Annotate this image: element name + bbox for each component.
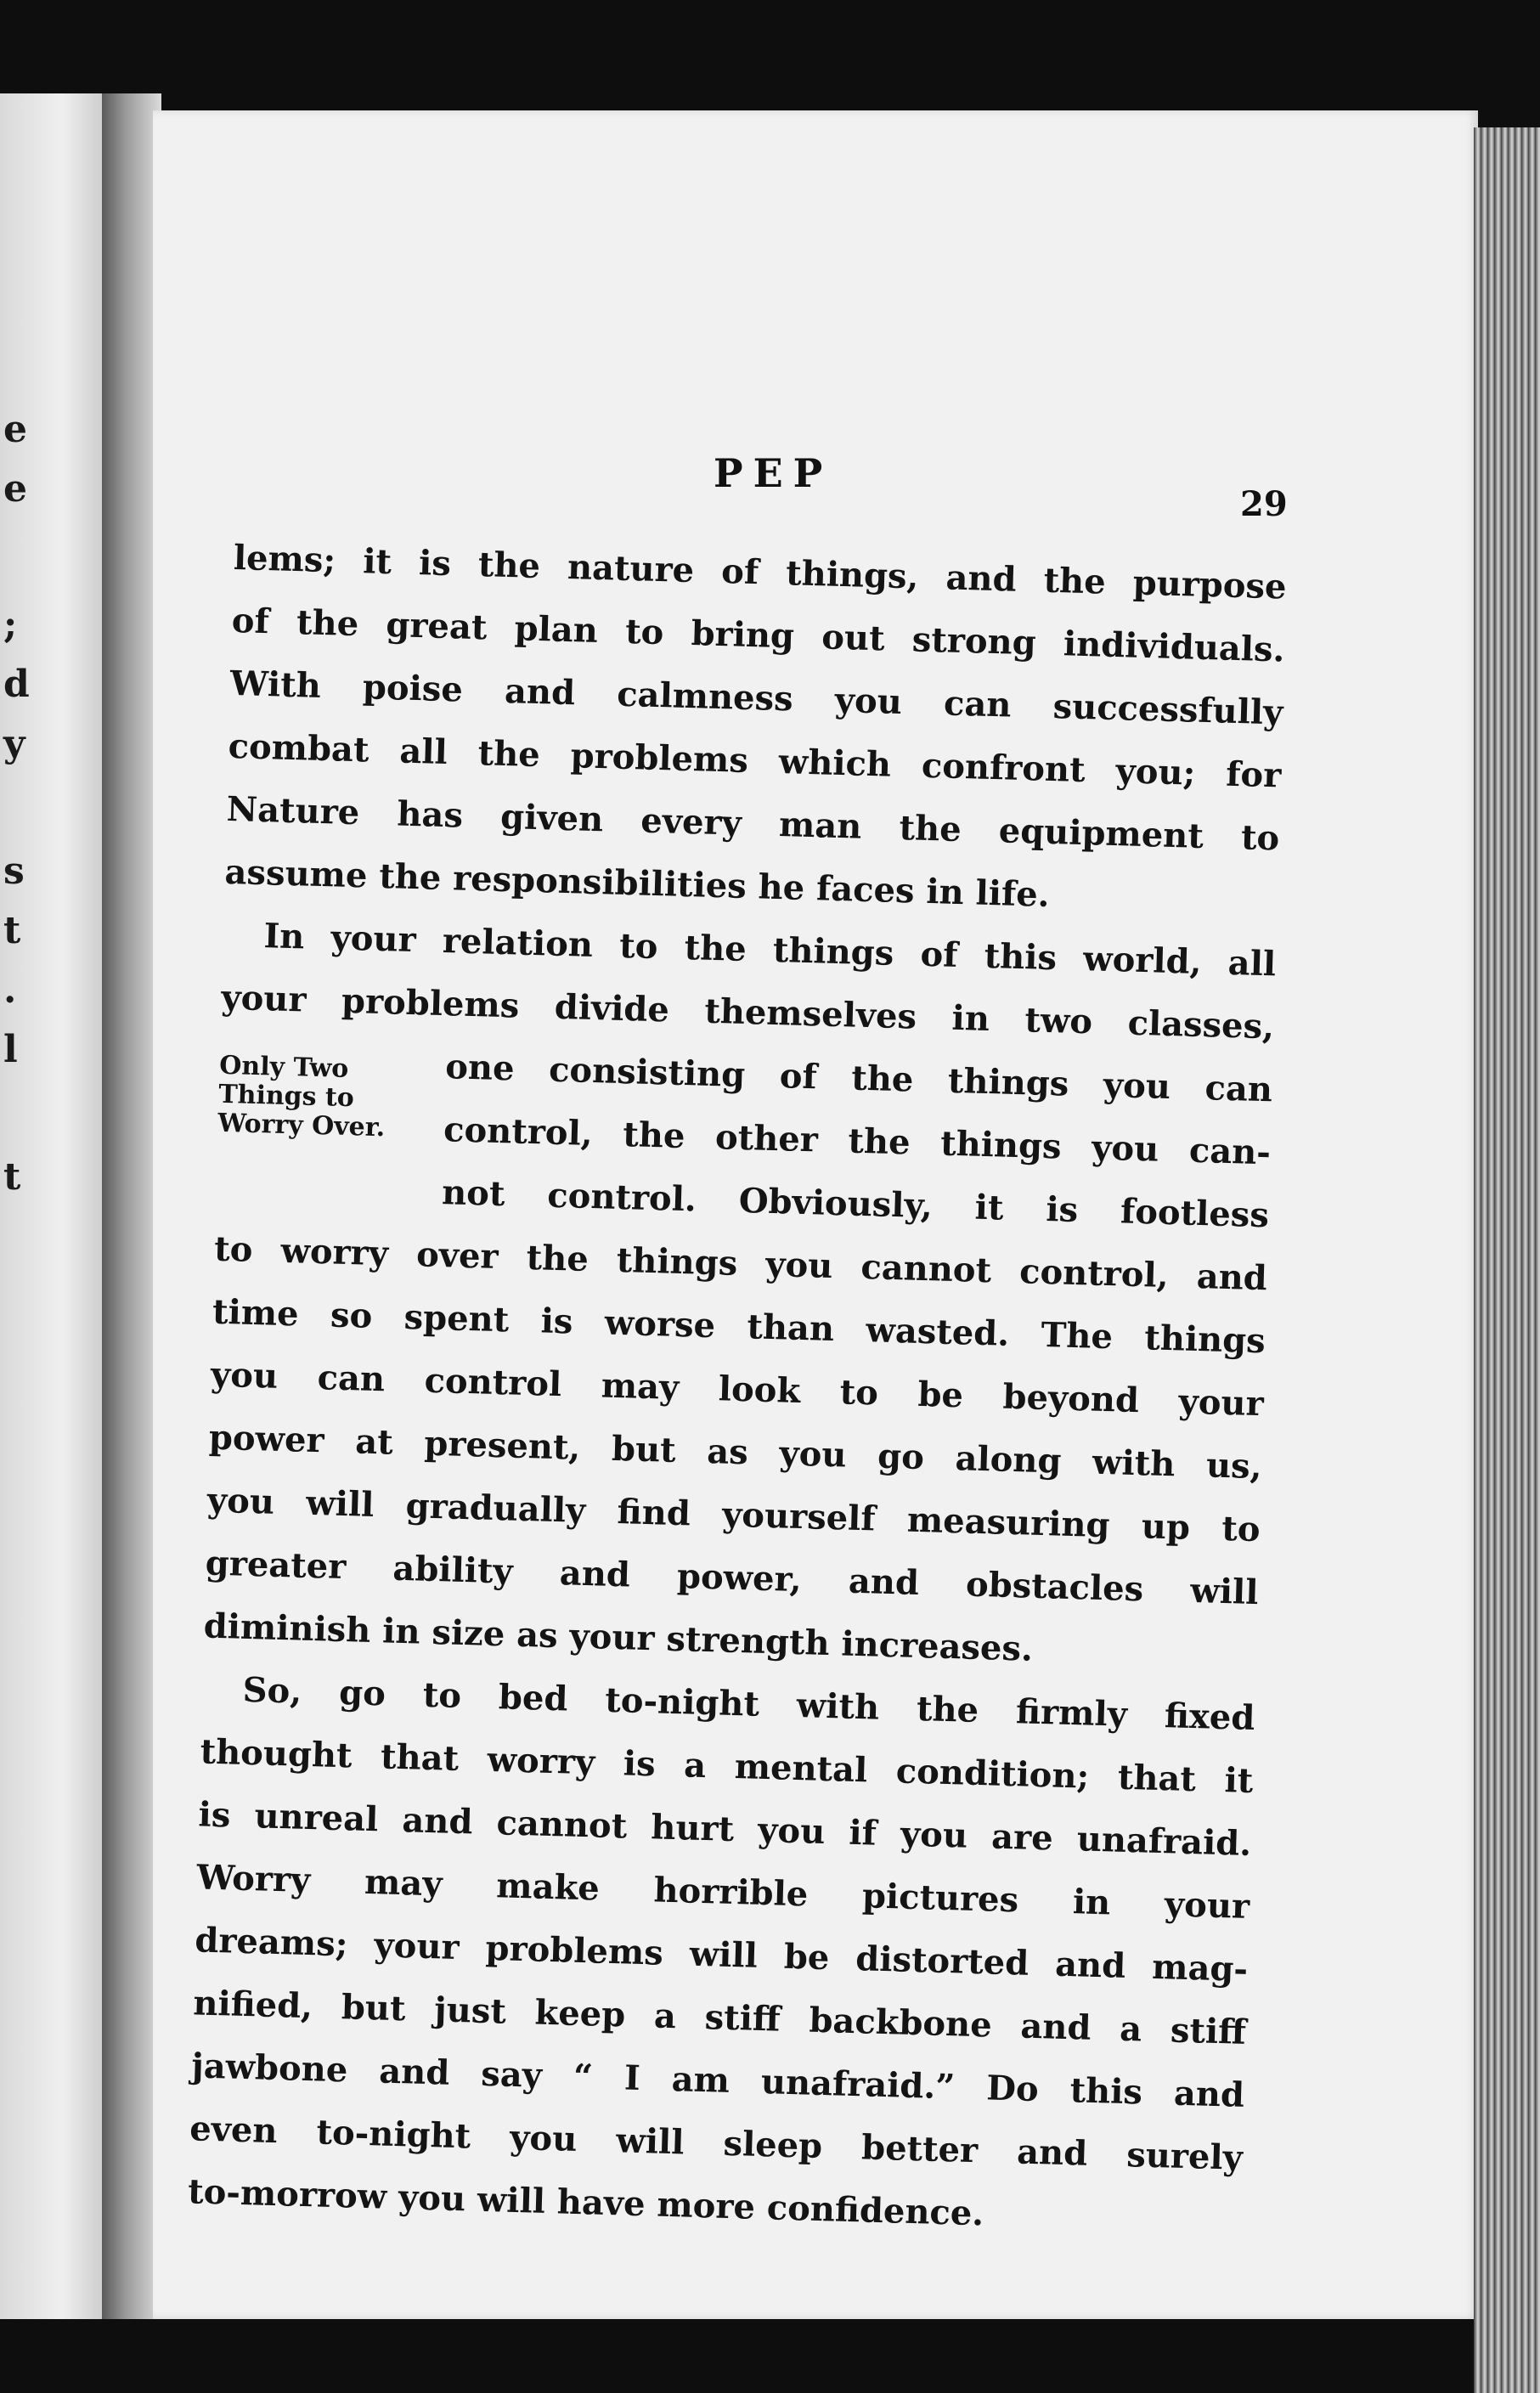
text-line: greater ability and power, and obstacles will: [205, 1543, 1260, 1613]
text-line: not control. Obviously, it is footless: [441, 1172, 1270, 1236]
facing-page-edge: [0, 93, 102, 2319]
page-number: 29: [1240, 484, 1288, 524]
text-line: nified, but just keep a stiff backbone and a stiff: [192, 1983, 1247, 2052]
text-line: is unreal and cannot hurt you if you are unafraid.: [198, 1794, 1252, 1865]
facing-page-char: d: [3, 663, 30, 706]
facing-page-char: ;: [3, 603, 18, 646]
text-line: time so spent is worse than wasted. The things: [212, 1291, 1266, 1362]
facing-page-char: e: [3, 467, 27, 511]
page-block-edge: [1474, 127, 1540, 2393]
paragraph-3: [187, 1657, 1255, 2252]
text-line: diminish in size as your strength increases.: [203, 1606, 1034, 1669]
body-text: [187, 527, 1287, 2253]
text-line: jawbone and say “ I am unafraid.” Do this and: [190, 2046, 1245, 2115]
text-line: Worry may make horrible pictures in your: [195, 1857, 1250, 1927]
side-note-line: Only Two: [218, 1050, 349, 1084]
text-line: So, go to bed to-night with the firmly fixed: [242, 1669, 1255, 1739]
text-line: With poise and calmness you can successfully: [229, 663, 1284, 733]
running-head-title: PEP: [714, 450, 833, 496]
text-line: of the great plan to bring out strong individuals.: [231, 600, 1286, 670]
text-line: you will gradually find yourself measuring up to: [206, 1480, 1261, 1550]
text-line: your problems divide themselves in two classes,: [220, 977, 1275, 1047]
text-line: power at present, but as you go along with us,: [208, 1417, 1263, 1487]
text-line: dreams; your problems will be distorted and mag-: [194, 1920, 1249, 1989]
text-line: Nature has given every man the equipment to: [226, 788, 1280, 859]
text-line: In your relation to the things of this world, all: [262, 916, 1277, 985]
side-note-line: Worry Over.: [217, 1108, 386, 1143]
facing-page-char: t: [3, 909, 21, 952]
book-page: [153, 110, 1478, 2319]
text-line: to worry over the things you cannot control, and: [213, 1228, 1268, 1299]
paragraph-1: [224, 527, 1288, 933]
text-line: you can control may look to be beyond your: [210, 1354, 1265, 1425]
facing-page-char: l: [3, 1028, 18, 1071]
text-line: one consisting of the things you can: [444, 1047, 1273, 1110]
facing-page-char: y: [3, 722, 25, 765]
facing-page-char: t: [3, 1155, 21, 1199]
lines-beside-note: [427, 1036, 1273, 1248]
facing-page-char: e: [3, 408, 27, 451]
side-note: [217, 1030, 432, 1144]
paragraph-2: [203, 904, 1277, 1687]
text-line: even to-night you will sleep better and surely: [189, 2108, 1244, 2178]
text-line: control, the other the things you can-: [443, 1109, 1272, 1173]
text-line: thought that worry is a mental condition; that it: [200, 1731, 1254, 1802]
text-line: to-morrow you will have more confidence.: [187, 2171, 984, 2234]
facing-page-char: .: [3, 968, 17, 1012]
facing-page-char: s: [3, 849, 25, 893]
text-line: assume the responsibilities he faces in life.: [223, 851, 1051, 915]
side-note-line: Things to: [217, 1079, 355, 1114]
text-line: combat all the problems which confront you; for: [228, 725, 1282, 796]
text-line: lems; it is the nature of things, and the purpose: [233, 537, 1288, 607]
side-note-rows: [215, 1030, 1273, 1248]
